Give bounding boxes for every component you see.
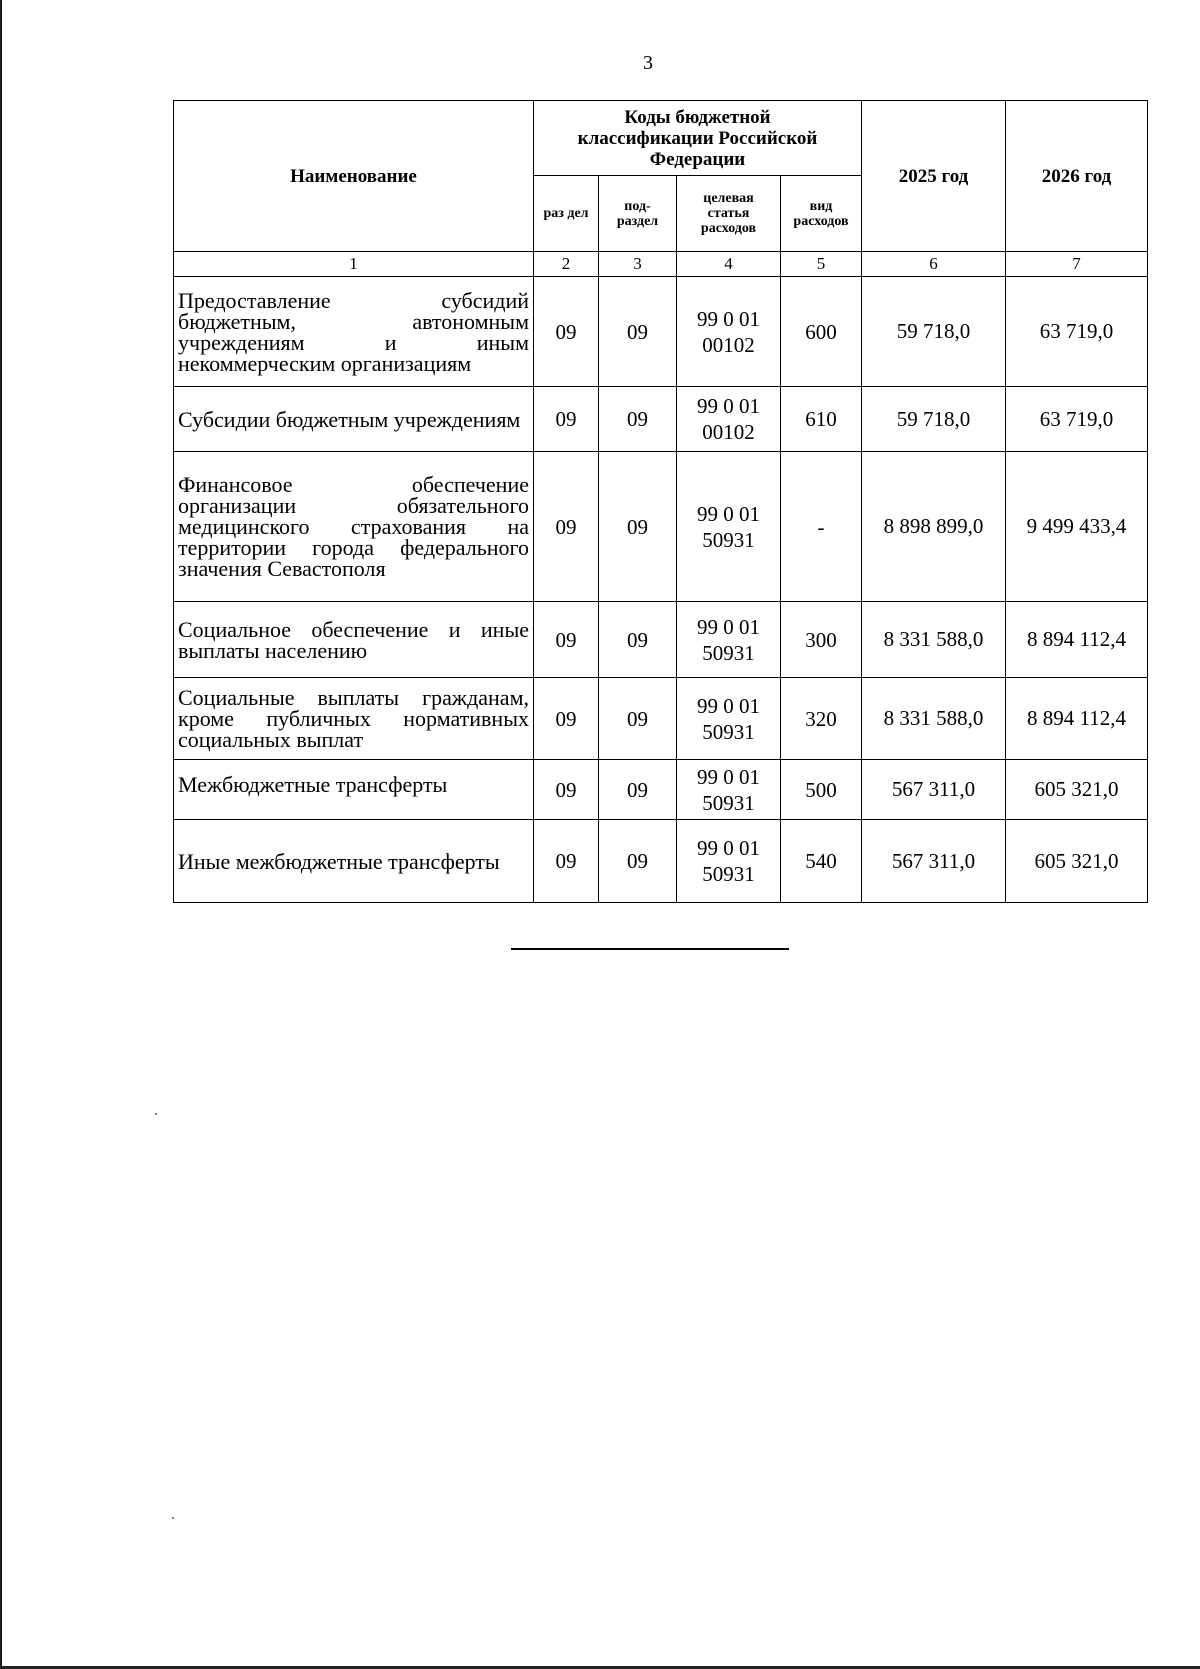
header-name: Наименование [174,101,534,252]
column-number: 4 [677,252,781,277]
column-number: 6 [862,252,1006,277]
table-row [174,760,1148,820]
scan-edge-left [0,0,2,1669]
row-2025: 8 898 899,0 [862,452,1006,602]
row-2026: 605 321,0 [1006,820,1148,903]
row-target [677,602,781,678]
row-target-code: 50931 [702,719,755,744]
row-2025: 59 718,0 [862,277,1006,387]
row-section: 09 [534,277,599,387]
row-target-code: 50931 [702,790,755,815]
row-target [677,678,781,760]
table-row [174,820,1148,903]
row-target [677,820,781,903]
row-name: Межбюджетные трансферты [174,760,534,820]
row-2026: 63 719,0 [1006,387,1148,452]
row-subsection: 09 [599,452,677,602]
row-target-prefix: 99 0 01 [697,614,760,639]
row-type: 610 [781,387,862,452]
row-section: 09 [534,820,599,903]
budget-table [173,100,1148,903]
row-subsection: 09 [599,760,677,820]
row-name: Финансовое обеспечение организации обязательного медицинского страхования на территории города федерального значения Севастополя [174,452,534,602]
row-name: Социальное обеспечение и иные выплаты населению [174,602,534,678]
table-row [174,277,1148,387]
row-target-prefix: 99 0 01 [697,693,760,718]
row-target-prefix: 99 0 01 [697,836,760,860]
row-target [677,277,781,387]
header-section: раз дел [534,176,599,252]
row-2026: 9 499 433,4 [1006,452,1148,602]
row-2026: 63 719,0 [1006,277,1148,387]
row-target-prefix: 99 0 01 [697,764,760,789]
row-subsection: 09 [599,678,677,760]
header-type: вид расходов [781,176,862,252]
row-2025: 59 718,0 [862,387,1006,452]
row-target-code: 50931 [702,640,755,665]
row-target-prefix: 99 0 01 [697,306,760,331]
header-target: целевая статья расходов [677,176,781,252]
row-name: Социальные выплаты гражданам, кроме публичных нормативных социальных выплат [174,678,534,760]
row-type: 500 [781,760,862,820]
row-subsection: 09 [599,277,677,387]
table-row [174,678,1148,760]
row-2025: 8 331 588,0 [862,602,1006,678]
page-number: 3 [643,52,653,74]
row-target [677,760,781,820]
row-section: 09 [534,452,599,602]
row-section: 09 [534,760,599,820]
row-target-prefix: 99 0 01 [697,501,760,526]
header-codes-group: Коды бюджетной классификации Российской Федерации [534,101,862,176]
header-subsection: под-раздел [599,176,677,252]
row-target-code: 50931 [702,527,755,552]
row-type: - [781,452,862,602]
row-type: 600 [781,277,862,387]
header-2025: 2025 год [862,101,1006,252]
row-2025: 567 311,0 [862,820,1006,903]
row-type: 300 [781,602,862,678]
row-name: Субсидии бюджетным учреждениям [174,387,534,452]
row-target [677,387,781,452]
row-type: 320 [781,678,862,760]
scan-speck [155,1113,157,1115]
row-2026: 8 894 112,4 [1006,602,1148,678]
column-number: 5 [781,252,862,277]
row-name: Предоставление субсидий бюджетным, автономным учреждениям и иным некоммерческим организациям [174,277,534,387]
column-number: 3 [599,252,677,277]
scan-speck [172,1517,174,1519]
table-row [174,452,1148,602]
table-row [174,602,1148,678]
row-target-code: 00102 [702,420,755,444]
row-type: 540 [781,820,862,903]
header-2026: 2026 год [1006,101,1148,252]
column-number: 7 [1006,252,1148,277]
column-number-row [174,252,1148,277]
row-name: Иные межбюджетные трансферты [174,820,534,903]
table-row [174,387,1148,452]
row-target [677,452,781,602]
row-subsection: 09 [599,602,677,678]
row-2026: 8 894 112,4 [1006,678,1148,760]
end-divider-line [511,948,789,950]
header-row-1 [174,101,1148,176]
row-2026: 605 321,0 [1006,760,1148,820]
row-2025: 8 331 588,0 [862,678,1006,760]
row-section: 09 [534,602,599,678]
row-section: 09 [534,387,599,452]
column-number: 1 [174,252,534,277]
row-2025: 567 311,0 [862,760,1006,820]
row-subsection: 09 [599,820,677,903]
row-section: 09 [534,678,599,760]
row-target-code: 50931 [702,862,755,886]
row-target-code: 00102 [702,332,755,357]
column-number: 2 [534,252,599,277]
row-target-prefix: 99 0 01 [697,394,760,418]
row-subsection: 09 [599,387,677,452]
